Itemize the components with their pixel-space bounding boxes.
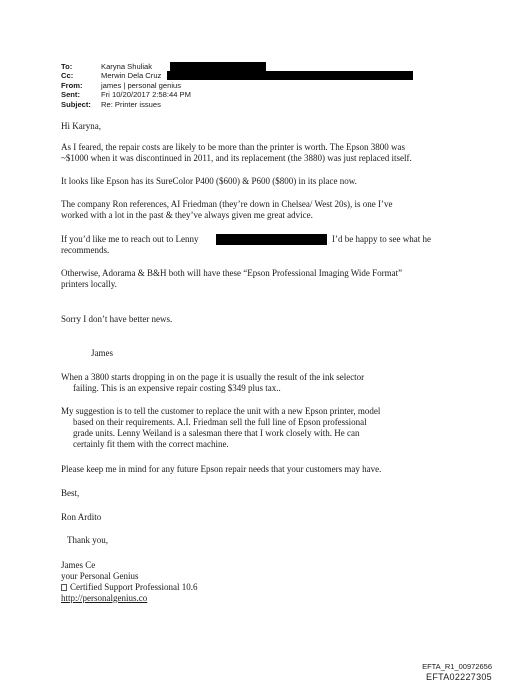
paragraph-7-line-2: failing. This is an expensive repair costing $349 plus tax.. [73,383,281,393]
paragraph-4-line-1b: I’d be happy to see what he [332,234,431,244]
subject-value: Re: Printer issues [101,99,161,109]
from-value: james | personal genius [101,80,182,90]
paragraph-6: Sorry I don’t have better news. [61,314,173,324]
greeting: Hi Karyna, [61,121,101,131]
redaction-to [170,62,266,71]
to-label: To: [61,62,73,71]
from-label: From: [61,80,83,90]
signature-cert [61,582,198,594]
redaction-lenny [216,234,327,245]
redaction-cc [167,71,413,80]
signer-name: Ron Ardito [61,512,102,522]
paragraph-8-line-2: based on their requirements. A.I. Friedman sell the full line of Epson professional [73,417,367,427]
footer-ref-2: EFTA02227305 [426,672,492,682]
paragraph-7-line-1: When a 3800 starts dropping in on the page it is usually the result of the ink selector [61,372,365,382]
cc-value: Merwin Dela Cruz [101,71,162,81]
cc-label: Cc: [61,71,74,81]
subject-row [61,100,191,109]
paragraph-9: Please keep me in mind for any future Epson repair needs that your customers may have. [61,464,382,474]
paragraph-5-line-1: Otherwise, Adorama & B&H both will have these “Epson Professional Imaging Wide Format” [61,268,403,278]
footer-ref-1: EFTA_R1_00972656 [422,662,492,671]
signature-name: James Ce [61,560,96,570]
from-row [61,81,191,90]
website-link[interactable]: http://personalgenius.co [61,593,148,603]
paragraph-4-line-2: recommends. [61,245,110,255]
paragraph-1-line-1: As I feared, the repair costs are likely to be more than the printer is worth. The Epson 3800 was [61,142,405,152]
paragraph-4-line-1a: If you’d like me to reach out to Lenny [61,234,199,244]
paragraph-5-line-2: printers locally. [61,279,117,289]
checkbox-glyph-icon [61,584,67,591]
sent-value: Fri 10/20/2017 2:58:44 PM [101,90,191,100]
signature-title: your Personal Genius [61,571,139,581]
sent-row [61,90,191,99]
paragraph-1-line-2: ~$1000 when it was discontinued in 2011, and its replacement (the 3880) was just replaced itself. [61,153,412,163]
paragraph-3-line-1: The company Ron references, AI Friedman (they’re down in Chelsea/ West 20s), is one I’ve [61,199,393,209]
to-value: Karyna Shuliak [101,62,153,71]
sent-label: Sent: [61,90,80,100]
subject-label: Subject: [61,99,91,109]
paragraph-2: It looks like Epson has its SureColor P400 ($600) & P600 ($800) in its place now. [61,176,357,186]
signature-cert-text: Certified Support Professional 10.6 [70,582,198,592]
thank-you: Thank you, [67,535,108,545]
paragraph-8-line-3: grade units. Lenny Weiland is a salesman there that I work closely with. He can [73,428,360,438]
paragraph-8-line-1: My suggestion is to tell the customer to replace the unit with a new Epson printer, model [61,406,381,416]
closing-best: Best, [61,488,80,498]
paragraph-8-line-4: certainly fit them with the correct machine. [73,439,229,449]
signature-james: James [91,348,113,358]
paragraph-3-line-2: worked with a lot in the past & they’ve always given me great advice. [61,210,313,220]
